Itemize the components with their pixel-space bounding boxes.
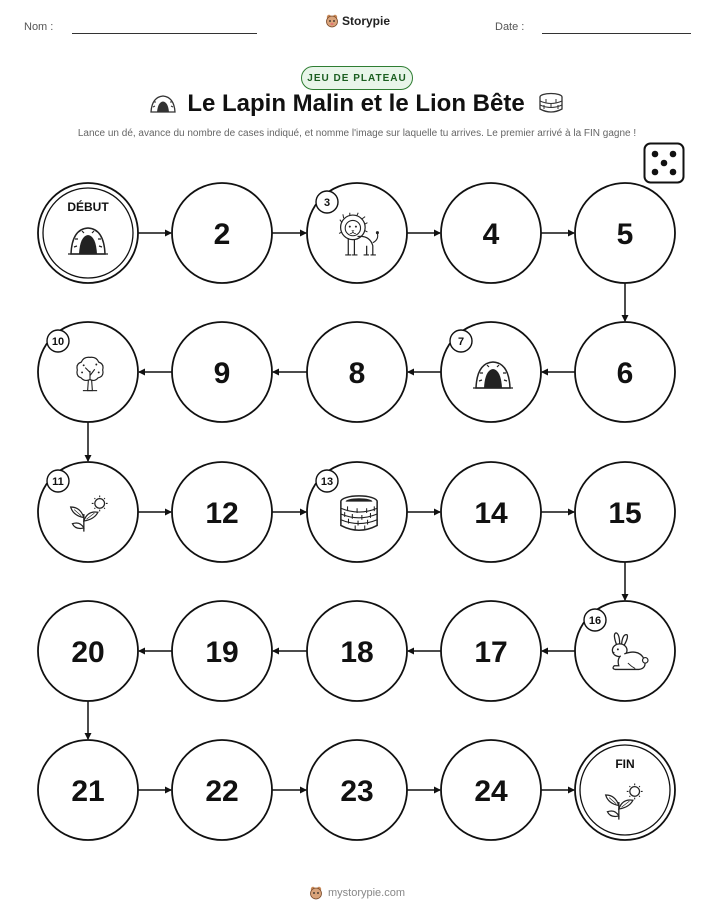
- instructions: Lance un dé, avance du nombre de cases indiqué, et nomme l'image sur laquelle tu arrives. Le premier arrivé à la FIN gagne !: [77, 128, 637, 139]
- square-number: 19: [205, 636, 239, 669]
- title-text: Le Lapin Malin et le Lion Bête: [187, 90, 525, 117]
- board-square-18: [307, 601, 407, 701]
- footer-url[interactable]: mystorypie.com: [327, 887, 406, 899]
- square-number: 22: [205, 775, 239, 808]
- square-number: 4: [482, 218, 500, 251]
- board-square-24: [441, 740, 541, 840]
- game-type-badge: JEU DE PLATEAU: [301, 66, 413, 90]
- board-square-3: [307, 183, 407, 283]
- board-square-7: [441, 322, 541, 422]
- square-number: 5: [616, 218, 634, 251]
- board-square-23: [307, 740, 407, 840]
- end-square: [575, 740, 675, 840]
- board-square-17: [441, 601, 541, 701]
- square-number: 16: [588, 615, 602, 627]
- square-number: 15: [608, 497, 642, 530]
- square-number: 18: [340, 636, 374, 669]
- name-label: Nom :: [24, 21, 54, 33]
- square-number: 24: [474, 775, 508, 808]
- start-label: DÉBUT: [67, 200, 109, 214]
- well-icon: [341, 496, 377, 530]
- square-number: 12: [205, 497, 239, 530]
- dice-icon: [643, 142, 685, 184]
- board-square-11: [38, 462, 138, 562]
- square-number: 3: [323, 197, 331, 209]
- board-square-10: [38, 322, 138, 422]
- square-number: 11: [52, 476, 64, 488]
- square-number: 20: [71, 636, 105, 669]
- board-square-20: [38, 601, 138, 701]
- start-square: [38, 183, 138, 283]
- board-square-22: [172, 740, 272, 840]
- brand-name: Storypie: [342, 14, 391, 28]
- board-square-12: [172, 462, 272, 562]
- board-square-8: [307, 322, 407, 422]
- board-square-19: [172, 601, 272, 701]
- board-square-15: [575, 462, 675, 562]
- board-square-21: [38, 740, 138, 840]
- square-number: 23: [340, 775, 374, 808]
- board-square-9: [172, 322, 272, 422]
- square-number: 14: [474, 497, 508, 530]
- board-square-16: [575, 601, 675, 701]
- footer: [0, 886, 714, 900]
- square-number: 9: [213, 357, 231, 390]
- board-square-14: [441, 462, 541, 562]
- board-square-13: [307, 462, 407, 562]
- square-number: 2: [213, 218, 231, 251]
- board-square-4: [441, 183, 541, 283]
- square-number: 6: [616, 357, 634, 390]
- square-number: 7: [457, 336, 465, 348]
- date-label: Date :: [495, 21, 525, 33]
- square-number: 21: [71, 775, 105, 808]
- mascot-icon: [309, 886, 323, 900]
- square-number: 10: [51, 336, 65, 348]
- end-label: FIN: [615, 757, 635, 771]
- square-number: 17: [474, 636, 508, 669]
- board-square-5: [575, 183, 675, 283]
- board-square-6: [575, 322, 675, 422]
- board-square-2: [172, 183, 272, 283]
- square-number: 13: [320, 476, 334, 488]
- square-number: 8: [348, 357, 366, 390]
